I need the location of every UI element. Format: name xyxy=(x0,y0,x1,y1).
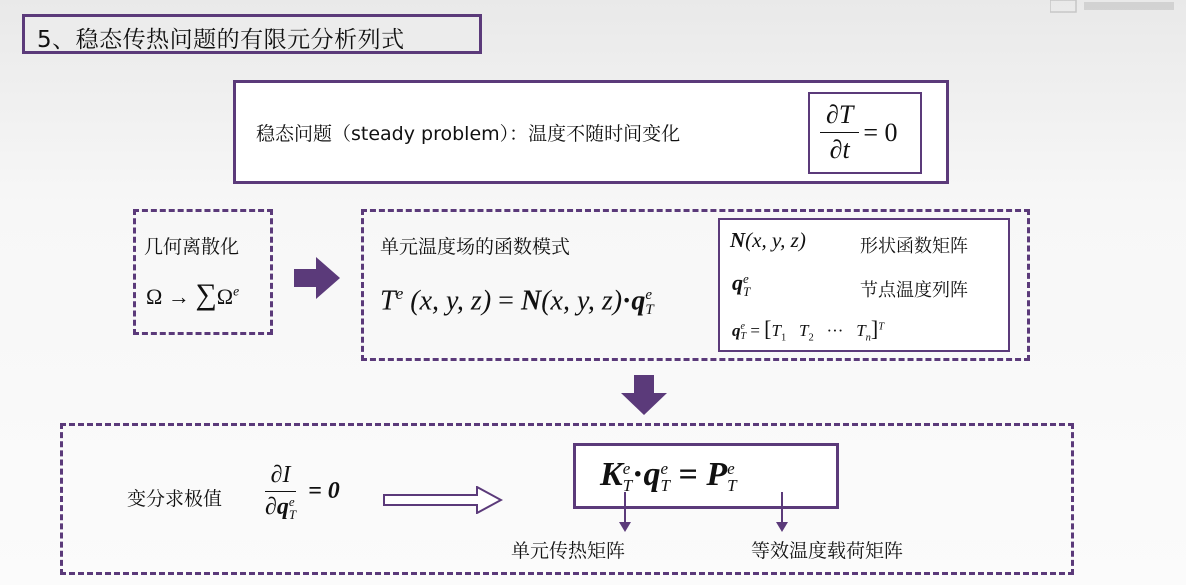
variation-den-sup: e xyxy=(288,494,295,510)
steady-formula-box xyxy=(808,92,922,174)
geometry-box xyxy=(133,209,273,335)
T-symbol: T xyxy=(380,285,396,317)
element-title: 单元温度场的函数模式 xyxy=(380,236,571,258)
vec-q-sub: T xyxy=(740,331,747,343)
stiffness-annotation: 单元传热矩阵 xyxy=(511,540,626,562)
def-q-desc: 节点温度列阵 xyxy=(860,280,968,301)
variation-den-d: ∂ xyxy=(265,494,277,520)
def-row-N xyxy=(730,228,806,253)
vec-eq: = xyxy=(750,321,760,340)
page-title-box xyxy=(22,14,482,54)
K-sup: e xyxy=(622,459,631,479)
vec-sn: n xyxy=(865,332,871,344)
def-q-sub: T xyxy=(743,283,751,299)
vec-s1: 1 xyxy=(780,332,787,344)
steady-denominator: ∂t xyxy=(829,135,850,164)
variation-label: 变分求极值 xyxy=(127,488,223,510)
sum-symbol: ∑ xyxy=(195,278,217,311)
def-q-symbol: q xyxy=(732,270,743,295)
omega-symbol: Ω xyxy=(146,284,163,309)
load-annotation: 等效温度载荷矩阵 xyxy=(751,540,904,562)
N-args: (x, y, z) xyxy=(541,285,623,317)
T-sup: e xyxy=(395,284,404,303)
def-N-symbol: N xyxy=(730,228,746,252)
down-arrow-icon xyxy=(621,375,667,415)
def-row-vector: q e T = [$T_1$ $T_2$ ··· $T_n]^T$ xyxy=(732,316,885,344)
N-symbol: N xyxy=(520,285,542,317)
vec-q-symbol: q xyxy=(732,321,741,340)
arrow-symbol: → xyxy=(167,284,190,309)
q-sub: T xyxy=(645,301,654,318)
def-N-args: (x, y, z) xyxy=(745,228,806,252)
vec-q-sup: e xyxy=(740,321,745,333)
steady-rhs: = 0 xyxy=(863,117,898,147)
page-title: 5、稳态传热问题的有限元分析列式 xyxy=(37,27,405,53)
result-eq: = xyxy=(678,456,698,493)
logo-icon xyxy=(1050,0,1180,16)
omega-e-symbol: Ω xyxy=(216,284,234,309)
definitions-box xyxy=(718,218,1010,352)
K-sub: T xyxy=(622,476,633,496)
steady-numerator: ∂T xyxy=(820,100,859,133)
variation-box xyxy=(60,423,1074,575)
steady-label: 稳态问题（steady problem）：温度不随时间变化 xyxy=(256,123,681,145)
geometry-title: 几何离散化 xyxy=(144,236,240,258)
result-dot: · xyxy=(632,456,644,493)
q-symbol: q xyxy=(631,285,646,317)
T-args: (x, y, z) xyxy=(410,285,492,317)
vec-tsup: T xyxy=(878,321,885,333)
result-q: q xyxy=(643,456,661,493)
eq-symbol: = xyxy=(498,285,514,317)
def-row-q xyxy=(732,270,750,298)
element-formula xyxy=(380,284,654,318)
steady-fraction xyxy=(820,100,859,165)
logo xyxy=(1050,0,1180,16)
right-arrow-icon xyxy=(294,257,340,299)
def-q-sup: e xyxy=(743,270,749,286)
element-field-box xyxy=(361,209,1030,361)
variation-rhs: = 0 xyxy=(308,478,340,505)
variation-den-q: q xyxy=(276,494,289,520)
vec-s2: 2 xyxy=(808,332,814,344)
def-N-desc: 形状函数矩阵 xyxy=(860,236,968,257)
result-q-sub: T xyxy=(660,476,670,496)
result-q-sup: e xyxy=(660,459,669,479)
P-sup: e xyxy=(727,459,735,479)
variation-den-sub: T xyxy=(288,507,297,523)
vec-t1: T xyxy=(771,321,781,340)
P-symbol: P xyxy=(706,456,728,493)
P-sub: T xyxy=(727,476,737,496)
q-sup: e xyxy=(645,286,653,303)
vec-tn: T xyxy=(856,321,866,340)
dot-symbol: · xyxy=(622,285,632,317)
vec-dots: ··· xyxy=(826,321,844,340)
steady-problem-box xyxy=(233,80,949,184)
variation-num: ∂I xyxy=(265,462,297,492)
geometry-formula xyxy=(146,278,239,312)
K-symbol: K xyxy=(600,456,623,493)
omega-sup: e xyxy=(233,283,240,299)
vec-t2: T xyxy=(798,321,809,340)
